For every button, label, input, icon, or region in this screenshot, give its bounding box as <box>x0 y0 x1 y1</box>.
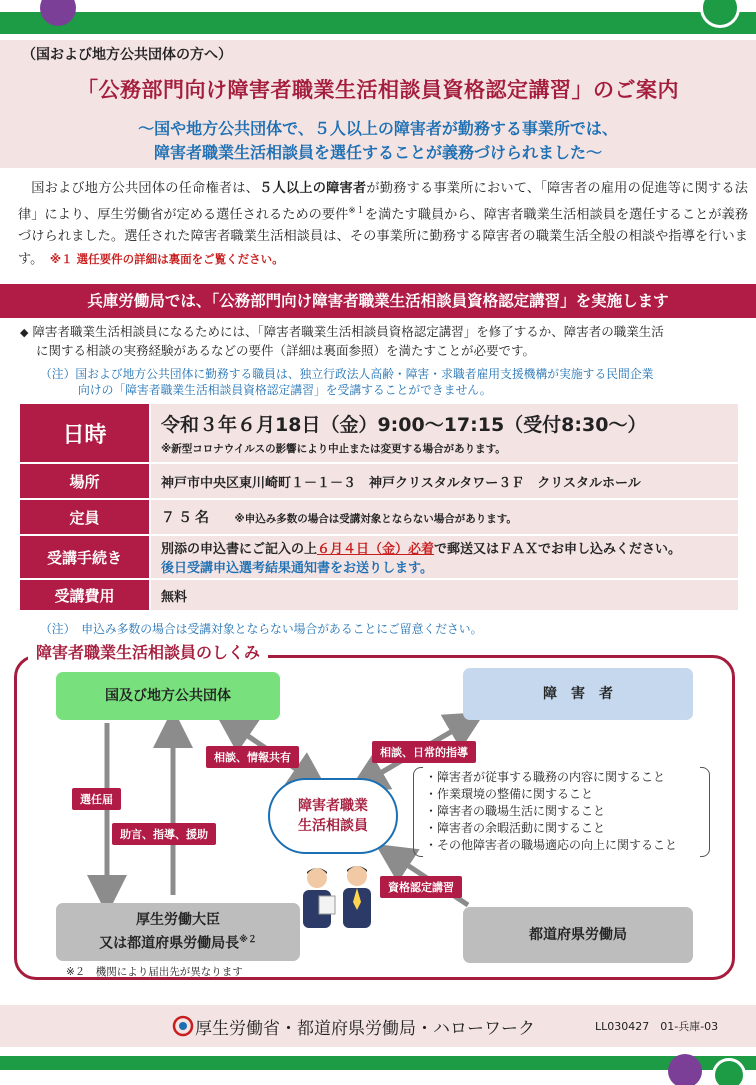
diamond-icon: ◆ <box>20 326 29 339</box>
procedure-post: で郵送又はＦＡＸでお申し込みください。 <box>434 542 682 557</box>
label-consult-info: 相談、情報共有 <box>206 746 299 768</box>
announcement-band: 兵庫労働局では、「公務部門向け障害者職業生活相談員資格認定講習」を実施します <box>0 284 756 318</box>
people-illustration <box>295 862 385 932</box>
target-audience: （国および地方公共団体の方へ） <box>22 47 232 63</box>
list-item: ・その他障害者の職場適応の向上に関すること <box>425 838 678 852</box>
intro-text-2: が勤務する事業所において、「障害者の雇用の促進等に関する法律」により、厚生労働省が定める選任されるための要件 <box>18 181 748 223</box>
list-item: ・障害者の職場生活に関すること <box>425 804 606 818</box>
footer-code: LL030427 01-兵庫-03 <box>595 1020 719 1033</box>
date-note: ※新型コロナウイルスの影響により中止または変更する場合があります。 <box>161 443 506 455</box>
procedure-label: 受講手続き <box>19 535 150 579</box>
bottom-green-stripe <box>0 1056 756 1070</box>
page-title: 「公務部門向け障害者職業生活相談員資格認定講習」のご案内 <box>77 78 679 102</box>
label-appointment: 選任届 <box>72 788 121 810</box>
decor-dot-green-bottom <box>712 1058 746 1085</box>
disabled-box: 障 害 者 <box>463 668 693 720</box>
procedure-line2: 後日受講申込選考結果通知書をお送りします。 <box>161 561 433 576</box>
counselor-oval <box>268 778 398 854</box>
list-item: ・障害者の余暇活動に関すること <box>425 821 606 835</box>
intro-bold: ５人以上の障害者 <box>259 181 367 196</box>
footer <box>0 1005 756 1047</box>
intro-text-1: 国および地方公共団体の任命権者は、 <box>31 181 260 196</box>
intro-sup: ※１ <box>348 206 365 216</box>
requirement-line2: に関する相談の実務経験があるなどの要件（詳細は裏面参照）を満たすことが必要です。 <box>36 343 536 358</box>
counselor-line2: 生活相談員 <box>298 818 368 834</box>
diagram-note: ※２ 機関により届出先が異なります <box>66 966 243 978</box>
minister-line2: 又は都道府県労働局長 <box>99 935 240 952</box>
diagram-title: 障害者職業生活相談員のしくみ <box>28 640 268 663</box>
requirement-note-line1: （注）国および地方公共団体に勤務する職員は、独立行政法人高齢・障害・求職者雇用支援機構が実施する民間企業 <box>40 367 654 381</box>
gov-box: 国及び地方公共団体 <box>56 672 280 720</box>
decor-dot-purple-bottom <box>668 1054 702 1085</box>
application-footnote: （注） 申込み多数の場合は受講対象とならない場合があることにご留意ください。 <box>40 622 483 636</box>
duties-list <box>415 767 720 857</box>
list-item: ・障害者が従事する職務の内容に関すること <box>425 770 666 784</box>
bottom-decoration <box>0 1052 756 1085</box>
fee-label: 受講費用 <box>19 579 150 611</box>
place-value: 神戸市中央区東川崎町１－１－３ 神戸クリスタルタワー３Ｆ クリスタルホール <box>150 463 739 499</box>
subtitle-line2: 障害者職業生活相談員を選任することが義務づけられました～ <box>153 143 602 162</box>
label-consult-guide: 相談、日常的指導 <box>372 741 476 763</box>
place-label: 場所 <box>19 463 150 499</box>
fee-value: 無料 <box>150 579 739 611</box>
capacity-note: ※申込み多数の場合は受講対象とならない場合があります。 <box>234 513 517 525</box>
capacity-value: ７５名 <box>161 510 212 526</box>
requirement-line1: 障害者職業生活相談員になるためには、「障害者職業生活相談員資格認定講習」を修了するか、障害者の職業生活 <box>32 324 664 339</box>
date-label: 日時 <box>19 403 150 463</box>
ministry-logo-icon <box>172 1015 194 1037</box>
label-course: 資格認定講習 <box>380 876 462 898</box>
label-advice: 助言、指導、援助 <box>112 823 216 845</box>
intro-note: ※１ 選任要件の詳細は裏面をご覧ください。 <box>49 252 284 267</box>
footer-org: 厚生労働省・都道府県労働局・ハローワーク <box>195 1019 535 1039</box>
counselor-line1: 障害者職業 <box>298 798 368 814</box>
minister-sup: ※２ <box>239 935 257 946</box>
minister-box <box>56 903 300 961</box>
subtitle-line1: ～国や地方公共団体で、５人以上の障害者が勤務する事業所では、 <box>138 119 618 138</box>
procedure-pre: 別添の申込書にご記入の上 <box>161 542 318 557</box>
requirement-note-line2: 向けの「障害者職業生活相談員資格認定講習」を受講することができません。 <box>78 383 492 397</box>
list-item: ・作業環境の整備に関すること <box>425 787 594 801</box>
bureau-box: 都道府県労働局 <box>463 907 693 963</box>
intro-text-3: を満たす職員から、障害者職業生活相談員を選任することが義務づけられました。選任された障害者職業生活相談員は、その事業所に勤務する障害者の職業生活全般の相談や指導を行います。 <box>18 207 749 268</box>
date-value: 令和３年６月18日（金）9:00～17:15（受付8:30～） <box>161 414 647 436</box>
procedure-deadline: ６月４日（金）必着 <box>317 542 435 557</box>
capacity-label: 定員 <box>19 499 150 535</box>
minister-line1: 厚生労働大臣 <box>136 912 220 929</box>
